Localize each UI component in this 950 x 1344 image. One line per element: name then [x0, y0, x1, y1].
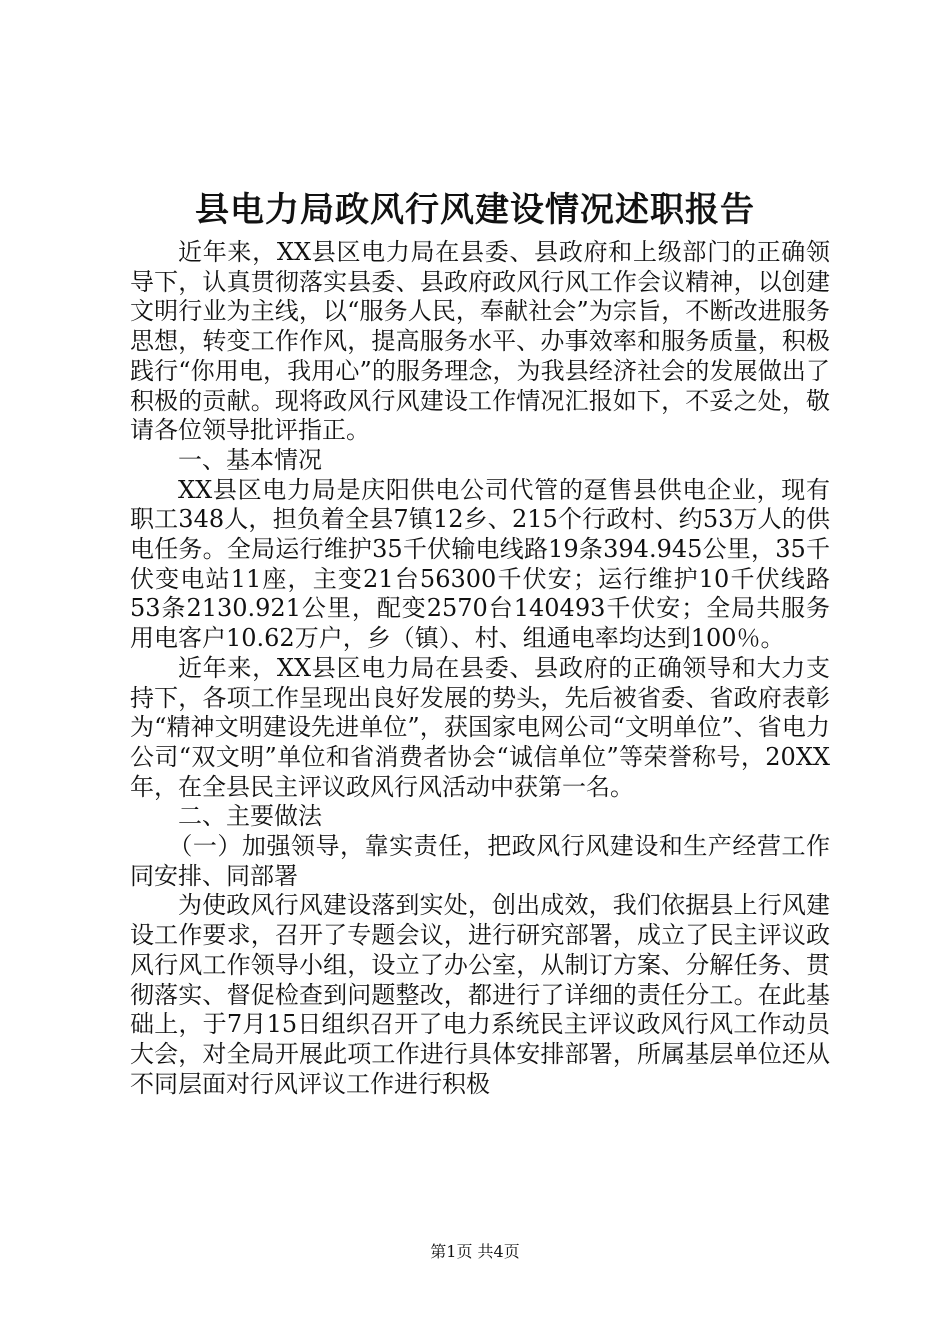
subsection-heading-leadership: （一）加强领导，靠实责任，把政风行风建设和生产经营工作同安排、同部署	[130, 832, 830, 890]
document-body	[130, 238, 830, 1099]
leadership-paragraph: 为使政风行风建设落到实处，创出成效，我们依据县上行风建设工作要求，召开了专题会议，进行研究部署，成立了民主评议政风行风工作领导小组，设立了办公室，从制订方案、分解任务、贯彻落实、督促检查到问题整改，都进行了详细的责任分工。在此基础上，于7月15日组织召开了电力系统民主评议政风行风工作动员大会，对全局开展此项工作进行具体安排部署，所属基层单位还从不同层面对行风评议工作进行积极	[130, 891, 830, 1098]
document-title: 县电力局政风行风建设情况述职报告	[195, 190, 755, 230]
achievements-paragraph: 近年来，XX县区电力局在县委、县政府的正确领导和大力支持下，各项工作呈现出良好发展的势头，先后被省委、省政府表彰为“精神文明建设先进单位”，获国家电网公司“文明单位”、省电力公司“双文明”单位和省消费者协会“诚信单位”等荣誉称号，20XX年，在全县民主评议政风行风活动中获第一名。	[130, 653, 830, 801]
intro-paragraph: 近年来，XX县区电力局在县委、县政府和上级部门的正确领导下，认真贯彻落实县委、县政府政风行风工作会议精神，以创建文明行业为主线，以“服务人民，奉献社会”为宗旨，不断改进服务思想，转变工作作风，提高服务水平、办事效率和服务质量，积极践行“你用电，我用心”的服务理念，为我县经济社会的发展做出了积极的贡献。现将政风行风建设工作情况汇报如下，不妥之处，敬请各位领导批评指正。	[130, 238, 830, 445]
basic-situation-paragraph: XX县区电力局是庆阳供电公司代管的趸售县供电企业，现有职工348人，担负着全县7镇12乡、215个行政村、约53万人的供电任务。全局运行维护35千伏输电线路19条394.945公里，35千伏变电站11座，主变21台56300千伏安；运行维护10千伏线路53条2130.921公里，配变2570台140493千伏安；全局共服务用电客户10.62万户，乡（镇）、村、组通电率均达到100％。	[130, 475, 830, 653]
page-footer: 第1页 共4页	[430, 1242, 520, 1261]
section-heading-main-practices: 二、主要做法	[178, 802, 322, 831]
section-heading-basic-situation: 一、基本情况	[178, 445, 322, 474]
